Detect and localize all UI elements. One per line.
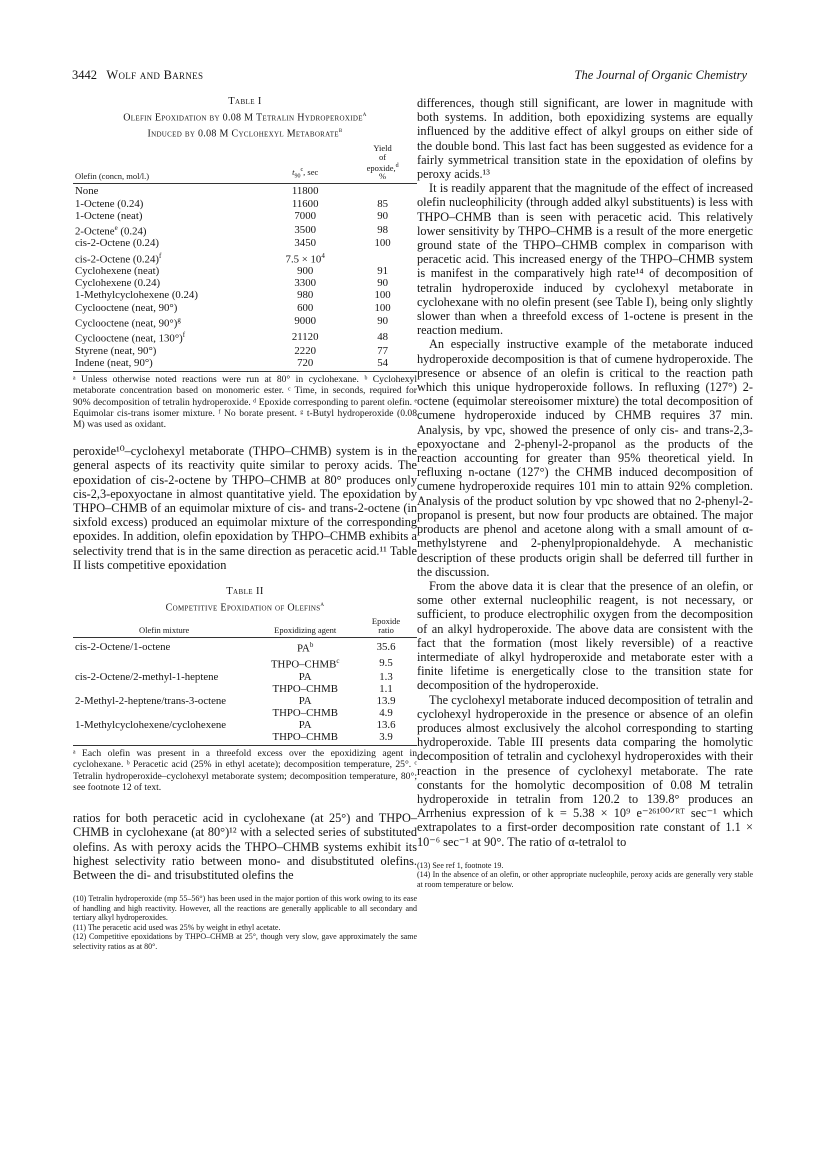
table-row: Indene (neat, 90°) 720 54	[73, 357, 417, 372]
table-row: Styrene (neat, 90°) 2220 77	[75, 344, 388, 357]
table-row: 1-Octene (neat) 7000 90	[75, 209, 388, 222]
table-2-label: Table II	[226, 586, 264, 598]
table-row: THPO–CHMB 1.1	[272, 682, 393, 695]
table-row: Cyclohexene (0.24) 3300 90	[75, 277, 388, 290]
table-row: None 11800	[75, 185, 319, 198]
footnote-12: (12) Competitive epoxidations by THPO–CHMB at 25°, though very slow, gave approximately the same selectivity ratios as at 80°.	[73, 932, 417, 951]
table-2-col-ratio: Epoxide ratio	[355, 617, 417, 638]
footnote-13: (13) See ref 1, footnote 19.	[417, 860, 504, 870]
table-row: Cyclooctene (neat, 90°) 600 100	[75, 301, 391, 314]
left-footnotes	[73, 894, 417, 951]
table-row: 2-Octene$^e$ (0.24) 3500 98	[75, 223, 388, 238]
table-row: THPO–CHMB$^c$ 9.5	[270, 656, 393, 671]
table-1	[73, 96, 417, 430]
right-paragraph-5: The cyclohexyl metaborate induced decomposition of tetralin and cyclohexyl hydroperoxide in the presence or absence of an olefin produces almost exclusively the alcohol corresponding to starting hydroperoxide. Table III presents data comparing the homolytic decomposition of tetralin and cyclohexyl hydroperoxides with their reaction in the presence of cyclohexyl metaborate. The rate constants for the homolytic decomposition of 0.08 M tetralin hydroperoxide in tetralin from 120.2 to 139.8° produces an Arrhenius expression of k = 5.38 × 10⁹ e⁻²⁶¹⁰⁰ᐟᴿᵀ sec⁻¹ which extrapolates to a first-order decomposition rate constant of 1.1 × 10⁻⁶ sec⁻¹ at 90°. The ratio of α-tetralol to	[417, 692, 753, 849]
table-row: cis-2-Octene $(0.24)^f$ $7.5 \times 10^4$	[75, 251, 325, 266]
table-row: cis-2-Octene (0.24) 3450 100	[75, 237, 391, 250]
table-row: 1-Methylcyclohexene (0.24) 980 100	[75, 289, 391, 302]
table-row: Cyclooctene (neat, 90°)$^g$ 9000 90	[75, 315, 388, 330]
table-row: Cyclohexene (neat) 900 91	[75, 265, 388, 278]
table-1-caption-line2: Induced by 0.08 M Cyclohexyl Metaborate	[147, 128, 339, 140]
table-row: cis-2-Octene/1-octene $PA^b$ 35.6	[75, 641, 396, 655]
left-column	[73, 96, 417, 951]
table-1-col-olefin: Olefin (concn, mol/l.)	[73, 144, 262, 184]
right-paragraph-1: differences, though still significant, are lower in magnitude with both systems. In addition, both epoxidizing systems are equally influenced by the additive effect of alkyl groups on either side of the double bond. This last fact has been suggested as evidence for a fairly symmetrical transition state in the epoxidation of olefins by peroxy acids.¹³	[417, 96, 753, 182]
table-2-notes: ᵃ Each olefin was present in a threefold excess over the epoxidizing agent in cyclohexane. ᵇ Peracetic acid (25% in ethyl acetate); decomposition temperature, 25°. ᶜ Tetralin hydroperoxide–cyclohexyl metaborate system; decomposition temperature, 80°; see footnote 12 of text.	[73, 748, 417, 793]
left-paragraph-2: ratios for both peracetic acid in cyclohexane (at 25°) and THPO–CHMB in cyclohexane (at 80°)¹² with a selected series of substituted olefins. As with peroxy acids the THPO–CHMB systems exhibit its highest selectivity ratio between mono- and disubstituted olefins. Between the di- and trisubstituted olefins the	[73, 811, 417, 882]
header-left	[72, 68, 203, 83]
table-2-grid	[73, 617, 417, 746]
right-paragraph-4: From the above data it is clear that the presence of an olefin, or some other external nucleophilic reagent, is not necessary, or sufficient, to produce electrophilic oxygen from the decomposition of an alkyl hydroperoxide. The above data are consistent with the fact that the formation (most likely reversible) of a reactive intermediate of alkyl hydroperoxide and metaborate ester with a finite lifetime is energetically close to the transition state for decomposition of the hydroperoxide.	[417, 578, 753, 693]
footnote-11: (11) The peracetic acid used was 25% by weight in ethyl acetate.	[73, 922, 281, 932]
table-1-grid	[73, 144, 417, 373]
right-footnotes	[417, 861, 753, 890]
table-1-label: Table I	[228, 96, 262, 107]
table-1-caption-line1: Olefin Epoxidation by 0.08 M Tetralin Hydroperoxide	[123, 112, 363, 124]
table-row: cis-2-Octene/2-methyl-1-heptene PA 1.3	[75, 670, 393, 683]
left-paragraph-1: peroxide¹⁰–cyclohexyl metaborate (THPO–CHMB) system is in the general aspects of its reactivity quite similar to peroxy acids. The epoxidation of cis-2-octene by THPO–CHMB at 80° produces only cis-2,3-epoxyoctane in almost quantitative yield. The epoxidation by THPO–CHMB of an equimolar mixture of cis- and trans-2-octene (in sixfold excess) produced an equimolar mixture of the corresponding epoxides. In addition, olefin epoxidation by THPO–CHMB exhibits a selectivity trend that is in the same direction as peracetic acid.¹¹ Table II lists competitive epoxidation	[73, 444, 417, 572]
table-1-caption-mark-a: a	[362, 110, 367, 118]
right-column	[417, 96, 753, 889]
table-row: THPO–CHMB 3.9	[73, 731, 417, 746]
right-paragraph-3: An especially instructive example of the metaborate induced hydroperoxide decomposition is that of cumene hydroperoxide. The presence or absence of an olefin is critical to the reaction path which this unique hydroperoxide follows. In refluxing (127°) 2-octene (equimolar stereoisomer mixture) the total decomposition of cumene hydroperoxide induced by CHMB requires 37 min. Analysis, by vpc, showed the presence of only cis- and trans-2,3-epoxyoctane and 2-phenyl-2-propanol as the products of the reaction accounting for greater than 95% theoretical yield. In refluxing n-octane (127°) the CHMB induced decomposition of cumene hydroperoxide requires 101 min to attain 92% completion. Analysis of the product solution by vpc showed that no 2-phenyl-2-propanol is present, but now four products are obtained. The major products are phenol and acetone along with a small amount of α-methylstyrene and 2-phenylpropionaldehyde. A mechanistic description of these products origin shall be deferred till further in the discussion.	[417, 337, 753, 579]
right-paragraph-2: It is readily apparent that the magnitude of the effect of increased olefin nucleophilicity (through added alkyl substituents) is less with THPO–CHMB than is seen with peracetic acid. This relatively lower sensitivity by THPO–CHMB is a result of the more energetic ground state of the THPO–CHMB complex in comparison with peracetic acid. This increased energy of the THPO–CHMB system is manifest in the comparatively high rate¹⁴ of decomposition of tetralin hydroperoxide induced by cyclohexyl metaborate in cyclohexane with no olefin present (see Table I), being only slightly slower than when a threefold excess of 1-octene is present in the reaction medium.	[417, 181, 753, 338]
table-1-notes: ᵃ Unless otherwise noted reactions were run at 80° in cyclohexane. ᵇ Cyclohexyl metaborate concentration based on monomeric ester. ᶜ Time, in seconds, required for 90% decomposition of tetralin hydroperoxide. ᵈ Epoxide corresponding to parent olefin. ᵉ Equimolar cis-trans isomer mixture. ᶠ No borate present. ᵍ t-Butyl hydroperoxide (0.08 M) was used as oxidant.	[73, 374, 417, 430]
footnote-14: (14) In the absence of an olefin, or other appropriate nucleophile, peroxy acids are generally very stable at room temperature or below.	[417, 870, 753, 889]
footnote-10: (10) Tetralin hydroperoxide (mp 55–56°) has been used in the major portion of this work owing to its ease of handling and high reactivity. However, all the reactions are generally applicable to all secondary and tertiary alkyl hydroperoxides.	[73, 894, 417, 923]
table-1-col-time: $t_{90}^c$, sec	[262, 144, 348, 184]
table-row: 1-Octene (0.24) 11600 85	[75, 197, 388, 210]
table-row: THPO–CHMB 4.9	[272, 707, 393, 719]
table-row: 1-Methylcyclohexene/cyclohexene PA 13.6	[75, 719, 396, 732]
table-row: Cyclooctene (neat, 130°)$^f$ 21120 48	[75, 331, 388, 345]
table-2	[73, 586, 417, 793]
table-2-caption: Competitive Epoxidation of Olefins$^a$	[165, 600, 325, 614]
running-header	[72, 68, 747, 84]
table-2-col-mixture: Olefin mixture	[73, 617, 255, 638]
table-1-caption	[73, 108, 417, 141]
table-1-caption-mark-b: b	[338, 126, 343, 135]
table-1-col-yield: Yield of epoxide,$^d$ %	[348, 144, 417, 184]
page-number: 3442	[72, 68, 97, 82]
table-2-col-agent: Epoxidizing agent	[255, 617, 355, 638]
author-names: Wolf and Barnes	[106, 68, 204, 82]
journal-name: The Journal of Organic Chemistry	[574, 68, 747, 82]
table-row: 2-Methyl-2-heptene/trans-3-octene PA 13.9	[75, 694, 396, 707]
